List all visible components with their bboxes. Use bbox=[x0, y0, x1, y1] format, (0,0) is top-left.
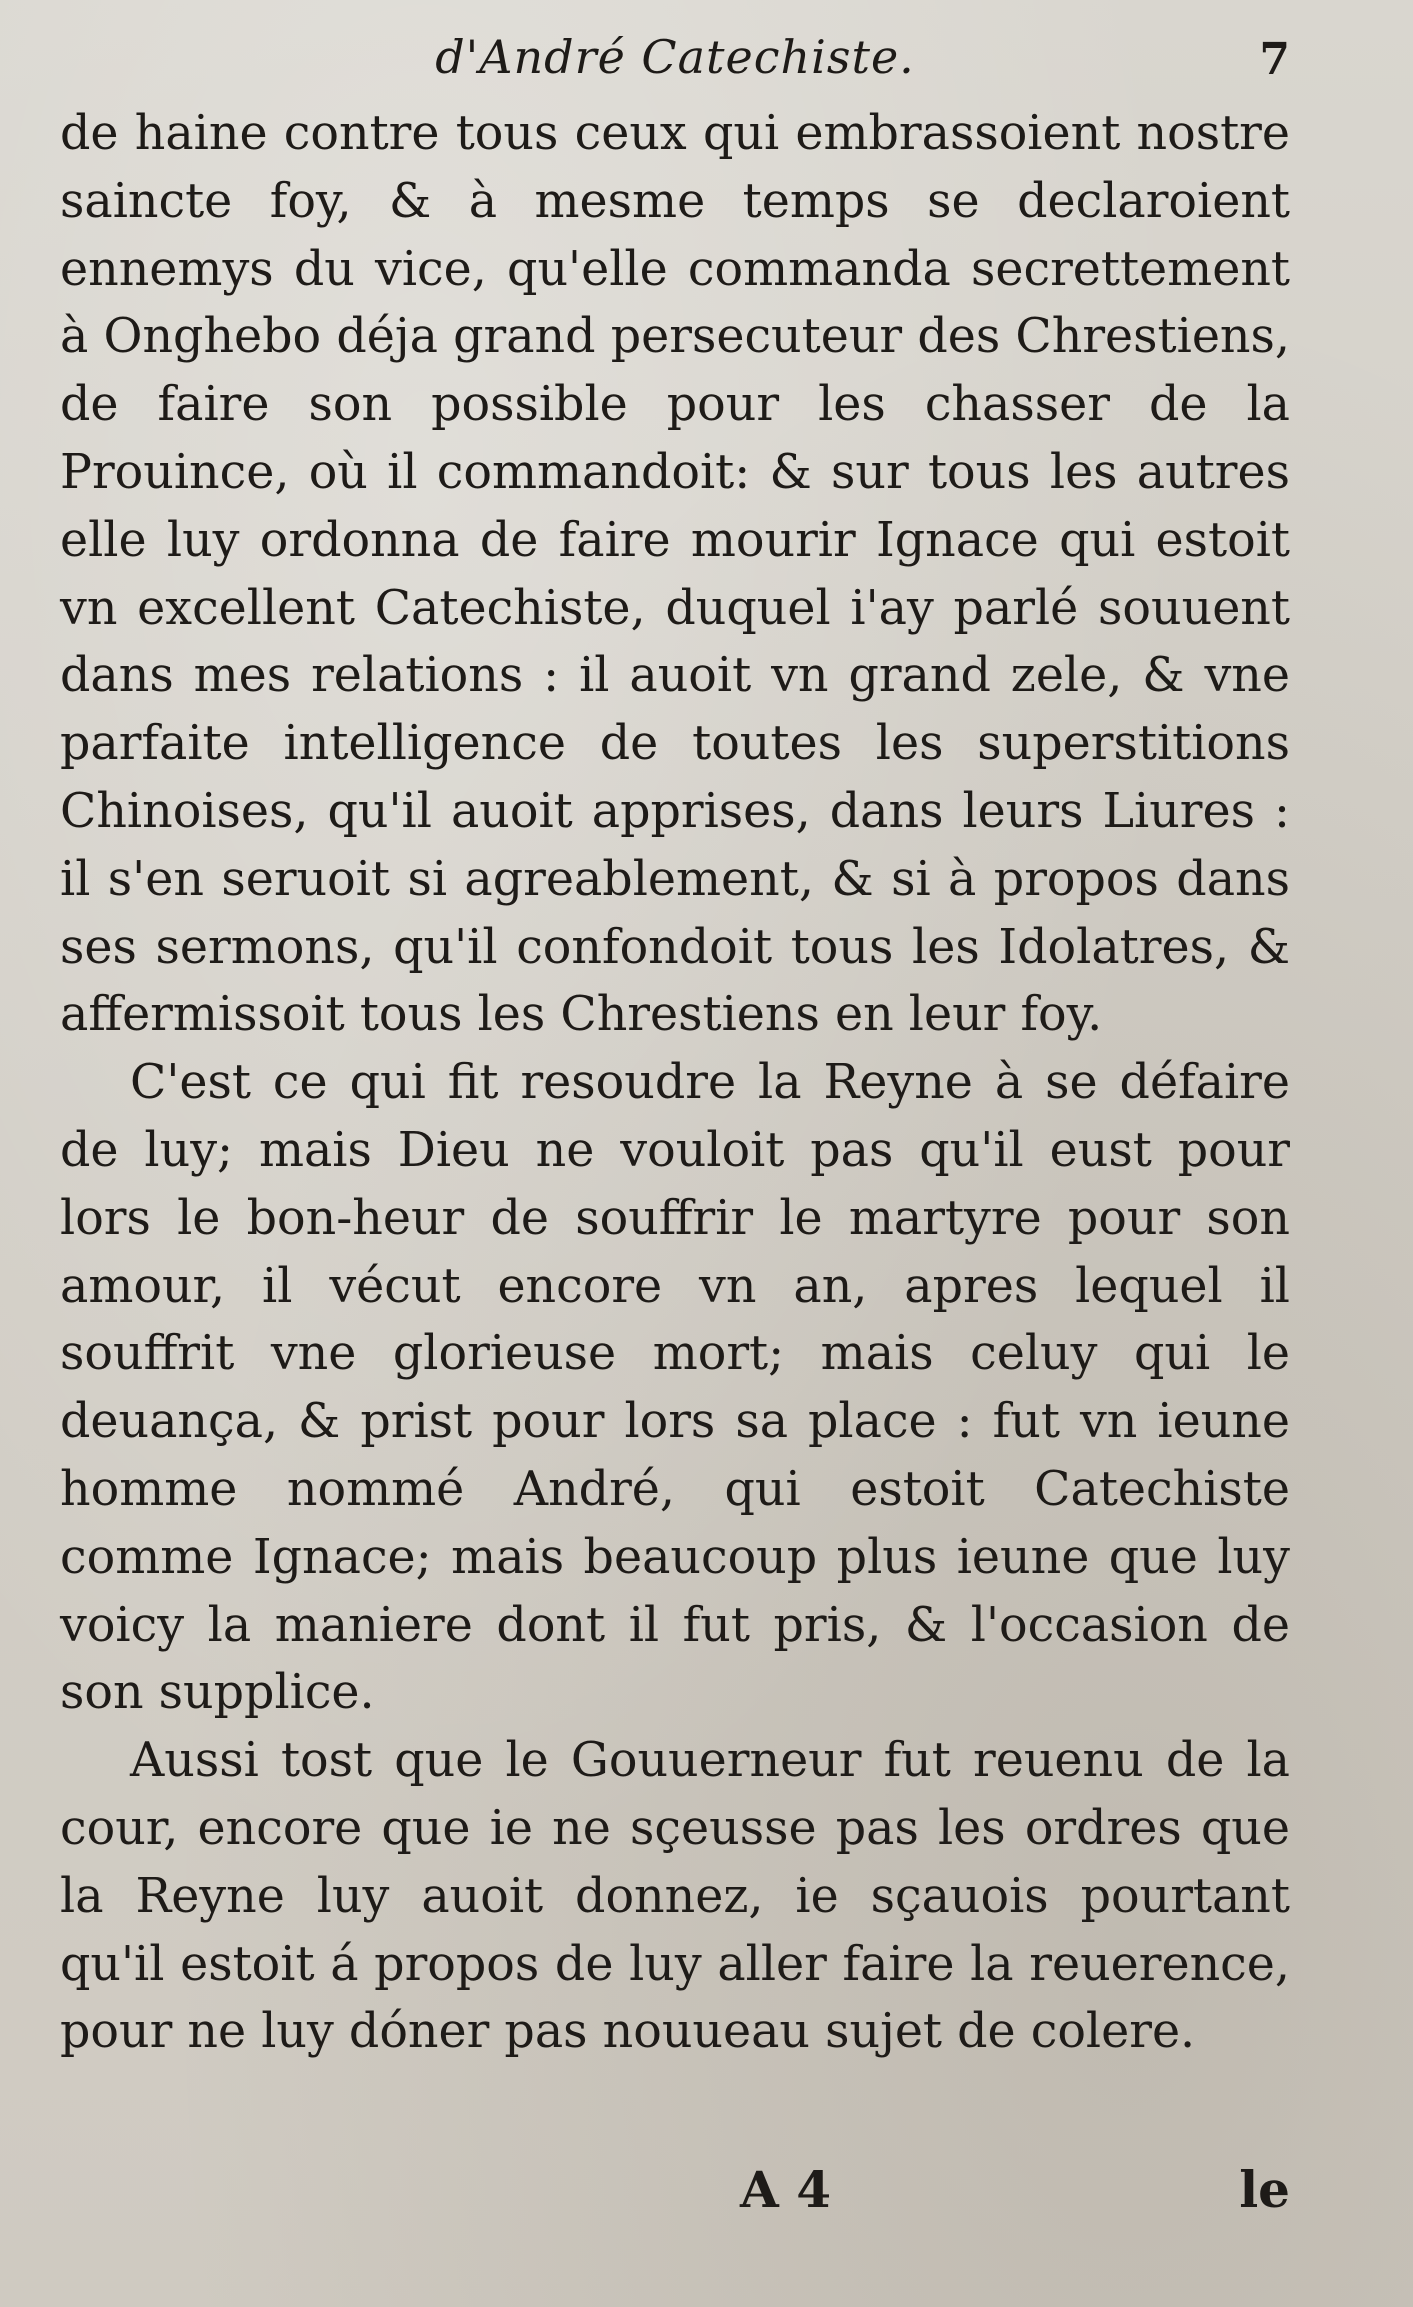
paragraph-continued: de haine contre tous ceux qui embrassoient nostre saincte foy, & à mesme temps se declaroient ennemys du vice, qu'elle commanda secrettement à Onghebo déja grand persecuteur des Chrestiens, de faire son possible pour les chasser de la Prouince, où il commandoit: & sur tous les autres elle luy ordonna de faire mourir Ignace qui estoit vn excellent Catechiste, duquel i'ay parlé souuent dans mes relations : il auoit vn grand zele, & vne parfaite intelligence de toutes les superstitions Chinoises, qu'il auoit apprises, dans leurs Liures : il s'en seruoit si agreablement, & si à propos dans ses sermons, qu'il confondoit tous les Idolatres, & affermissoit tous les Chrestiens en leur foy. bbox=[60, 106, 1290, 1043]
page-header bbox=[60, 30, 1290, 100]
paragraph: Aussi tost que le Gouuerneur fut reuenu de la cour, encore que ie ne sçeusse pas les ordres que la Reyne luy auoit donnez, ie sçauois pourtant qu'il estoit á propos de luy aller faire la reuerence, pour ne luy dóner pas nouueau sujet de colere. bbox=[60, 1733, 1290, 2060]
paragraph: C'est ce qui fit resoudre la Reyne à se défaire de luy; mais Dieu ne vouloit pas qu'il eust pour lors le bon-heur de souffrir le martyre pour son amour, il vécut encore vn an, apres lequel il souffrit vne glorieuse mort; mais celuy qui le deuança, & prist pour lors sa place : fut vn ieune homme nommé André, qui estoit Catechiste comme Ignace; mais beaucoup plus ieune que luy voicy la maniere dont il fut pris, & l'occasion de son supplice. bbox=[60, 1055, 1290, 1721]
page-footer bbox=[60, 2160, 1290, 2240]
signature-mark: A 4 bbox=[740, 2160, 831, 2219]
catchword: le bbox=[1239, 2160, 1290, 2219]
running-head: d'André Catechiste. bbox=[435, 30, 915, 84]
page-number: 7 bbox=[1259, 34, 1290, 85]
body-text bbox=[60, 100, 1290, 2066]
